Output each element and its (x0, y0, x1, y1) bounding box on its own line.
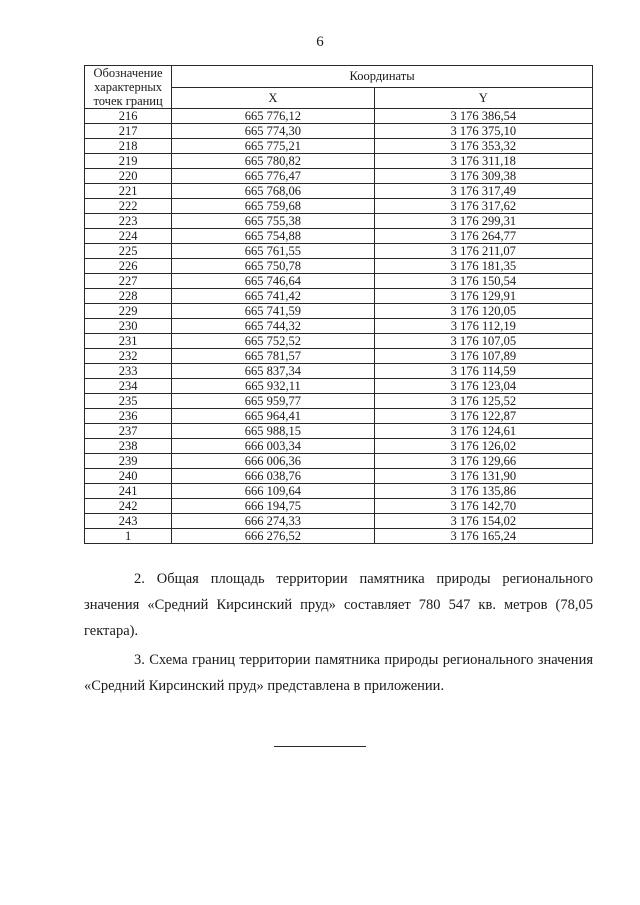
y-cell: 3 176 114,59 (374, 364, 592, 379)
header-label-line: Обозначение (93, 66, 163, 80)
point-cell: 1 (85, 529, 172, 544)
point-cell: 235 (85, 394, 172, 409)
point-cell: 227 (85, 274, 172, 289)
table-row (85, 469, 593, 484)
point-cell: 231 (85, 334, 172, 349)
point-cell: 226 (85, 259, 172, 274)
y-cell: 3 176 107,89 (374, 349, 592, 364)
point-cell: 217 (85, 124, 172, 139)
point-cell: 229 (85, 304, 172, 319)
x-cell: 665 752,52 (172, 334, 374, 349)
point-cell: 223 (85, 214, 172, 229)
header-x: X (172, 87, 374, 109)
point-cell: 241 (85, 484, 172, 499)
point-cell: 242 (85, 499, 172, 514)
x-cell: 666 038,76 (172, 469, 374, 484)
table-row (85, 304, 593, 319)
table-row (85, 274, 593, 289)
table-row (85, 229, 593, 244)
point-cell: 224 (85, 229, 172, 244)
table-row (85, 154, 593, 169)
paragraph-scheme (84, 647, 593, 699)
y-cell: 3 176 317,62 (374, 199, 592, 214)
point-cell: 219 (85, 154, 172, 169)
y-cell: 3 176 122,87 (374, 409, 592, 424)
point-cell: 239 (85, 454, 172, 469)
y-cell: 3 176 142,70 (374, 499, 592, 514)
y-cell: 3 176 211,07 (374, 244, 592, 259)
y-cell: 3 176 154,02 (374, 514, 592, 529)
y-cell: 3 176 131,90 (374, 469, 592, 484)
x-cell: 666 194,75 (172, 499, 374, 514)
x-cell: 665 754,88 (172, 229, 374, 244)
y-cell: 3 176 129,66 (374, 454, 592, 469)
table-row (85, 424, 593, 439)
y-cell: 3 176 126,02 (374, 439, 592, 454)
x-cell: 665 959,77 (172, 394, 374, 409)
x-cell: 666 274,33 (172, 514, 374, 529)
x-cell: 665 776,12 (172, 109, 374, 124)
table-row (85, 334, 593, 349)
point-cell: 233 (85, 364, 172, 379)
header-label-line: точек границ (93, 94, 163, 108)
coordinates-table (84, 65, 593, 544)
x-cell: 665 750,78 (172, 259, 374, 274)
point-cell: 220 (85, 169, 172, 184)
y-cell: 3 176 125,52 (374, 394, 592, 409)
point-cell: 237 (85, 424, 172, 439)
y-cell: 3 176 120,05 (374, 304, 592, 319)
y-cell: 3 176 107,05 (374, 334, 592, 349)
table-row (85, 484, 593, 499)
x-cell: 665 768,06 (172, 184, 374, 199)
x-cell: 665 775,21 (172, 139, 374, 154)
table-row (85, 394, 593, 409)
x-cell: 666 109,64 (172, 484, 374, 499)
y-cell: 3 176 150,54 (374, 274, 592, 289)
x-cell: 665 744,32 (172, 319, 374, 334)
point-cell: 225 (85, 244, 172, 259)
table-row (85, 379, 593, 394)
table-row (85, 199, 593, 214)
header-y: Y (374, 87, 592, 109)
x-cell: 665 761,55 (172, 244, 374, 259)
paragraph-area (84, 566, 593, 644)
y-cell: 3 176 135,86 (374, 484, 592, 499)
point-cell: 236 (85, 409, 172, 424)
point-cell: 216 (85, 109, 172, 124)
point-cell: 232 (85, 349, 172, 364)
header-label-line: характерных (94, 80, 163, 94)
x-cell: 665 741,42 (172, 289, 374, 304)
x-cell: 665 774,30 (172, 124, 374, 139)
y-cell: 3 176 309,38 (374, 169, 592, 184)
table-row (85, 454, 593, 469)
x-cell: 665 780,82 (172, 154, 374, 169)
table-row (85, 319, 593, 334)
point-cell: 243 (85, 514, 172, 529)
point-cell: 221 (85, 184, 172, 199)
x-cell: 665 776,47 (172, 169, 374, 184)
paragraph-area-text: 2. Общая площадь территории памятника природы регионального значения «Средний Кирсинский пруд» составляет 780 547 кв. метров (78,05 гектара). (84, 571, 593, 639)
table-row (85, 184, 593, 199)
header-coordinates: Координаты (172, 66, 593, 88)
y-cell: 3 176 165,24 (374, 529, 592, 544)
table-row (85, 109, 593, 124)
table-row (85, 514, 593, 529)
y-cell: 3 176 317,49 (374, 184, 592, 199)
table-row (85, 499, 593, 514)
point-cell: 228 (85, 289, 172, 304)
x-cell: 665 781,57 (172, 349, 374, 364)
table-row (85, 214, 593, 229)
y-cell: 3 176 264,77 (374, 229, 592, 244)
x-cell: 666 006,36 (172, 454, 374, 469)
y-cell: 3 176 112,19 (374, 319, 592, 334)
y-cell: 3 176 124,61 (374, 424, 592, 439)
y-cell: 3 176 129,91 (374, 289, 592, 304)
point-cell: 230 (85, 319, 172, 334)
table-row (85, 244, 593, 259)
table-row (85, 139, 593, 154)
y-cell: 3 176 123,04 (374, 379, 592, 394)
table-row (85, 439, 593, 454)
table-row (85, 364, 593, 379)
point-cell: 234 (85, 379, 172, 394)
point-cell: 222 (85, 199, 172, 214)
closing-divider (274, 746, 366, 747)
x-cell: 665 964,41 (172, 409, 374, 424)
x-cell: 665 755,38 (172, 214, 374, 229)
x-cell: 666 003,34 (172, 439, 374, 454)
table-row (85, 124, 593, 139)
x-cell: 665 741,59 (172, 304, 374, 319)
y-cell: 3 176 299,31 (374, 214, 592, 229)
paragraph-scheme-text: 3. Схема границ территории памятника природы регионального значения «Средний Кирсинский пруд» представлена в приложении. (84, 652, 593, 694)
page-number: 6 (316, 34, 324, 50)
table-row (85, 169, 593, 184)
y-cell: 3 176 181,35 (374, 259, 592, 274)
point-cell: 218 (85, 139, 172, 154)
point-cell: 240 (85, 469, 172, 484)
table-row (85, 259, 593, 274)
y-cell: 3 176 353,32 (374, 139, 592, 154)
point-cell: 238 (85, 439, 172, 454)
header-point-label (85, 66, 172, 109)
table-row (85, 529, 593, 544)
x-cell: 665 746,64 (172, 274, 374, 289)
x-cell: 665 932,11 (172, 379, 374, 394)
x-cell: 665 759,68 (172, 199, 374, 214)
y-cell: 3 176 386,54 (374, 109, 592, 124)
table-row (85, 349, 593, 364)
x-cell: 666 276,52 (172, 529, 374, 544)
x-cell: 665 988,15 (172, 424, 374, 439)
y-cell: 3 176 311,18 (374, 154, 592, 169)
x-cell: 665 837,34 (172, 364, 374, 379)
table-row (85, 289, 593, 304)
y-cell: 3 176 375,10 (374, 124, 592, 139)
table-row (85, 409, 593, 424)
